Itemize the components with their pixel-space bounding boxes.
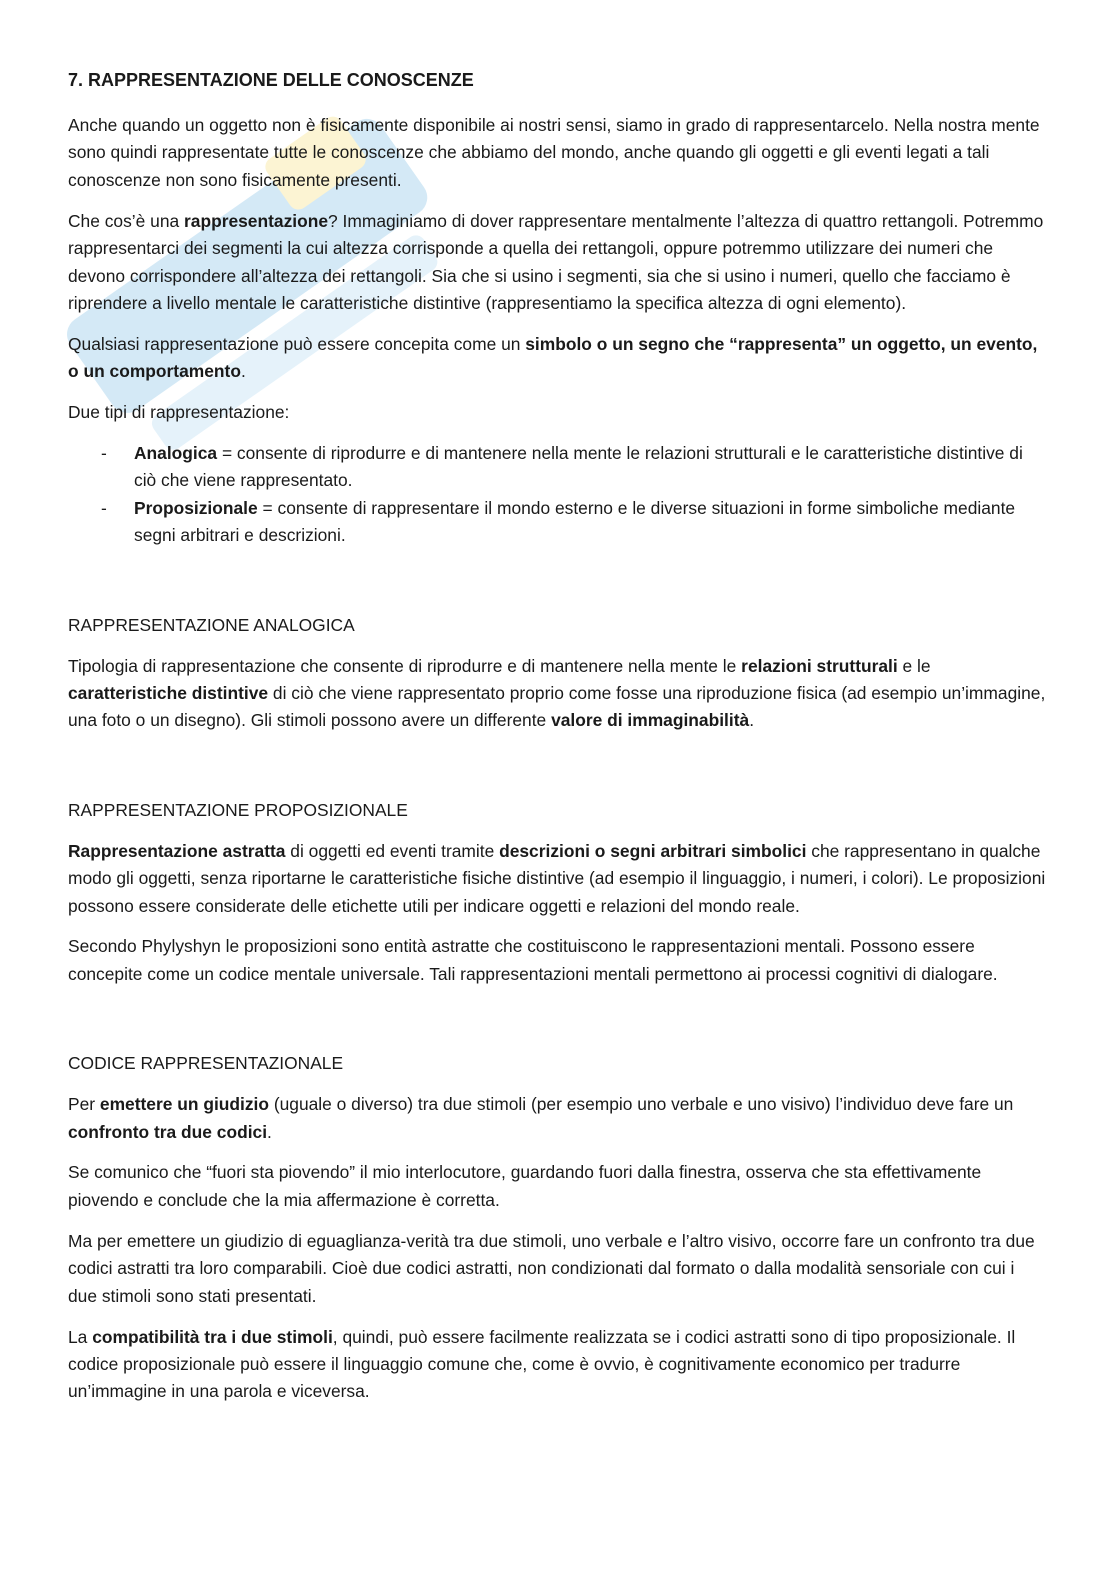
document-page xyxy=(68,66,1048,1419)
intro-paragraph-4: Due tipi di rappresentazione: xyxy=(68,402,290,423)
section-heading-proposizionale: RAPPRESENTAZIONE PROPOSIZIONALE xyxy=(68,799,408,820)
intro-paragraph-1: Anche quando un oggetto non è fisicamente disponibile ai nostri sensi, siamo in grado di rappresentarcelo. Nella nostra mente sono quindi rappresentate tutte le conoscenze che abbiamo del mondo, anche quando gli oggetti e gli eventi legati a tali conoscenze non sono fisicamente presenti. xyxy=(68,115,1040,190)
section-heading-analogica: RAPPRESENTAZIONE ANALOGICA xyxy=(68,614,355,635)
representation-types-list xyxy=(68,440,1048,550)
list-item-analogica: - Analogica = consente di riprodurre e di mantenere nella mente le relazioni strutturali e le caratteristiche distintive di ciò che viene rappresentato. xyxy=(101,443,1023,491)
proposizionale-paragraph-2: Secondo Phylyshyn le proposizioni sono entità astratte che costituiscono le rappresentazioni mentali. Possono essere concepite come un codice mentale universale. Tali rappresentazioni mentali permettono ai processi cognitivi di dialogare. xyxy=(68,936,998,984)
codice-paragraph-4: La compatibilità tra i due stimoli, quindi, può essere facilmente realizzata se i codici astratti sono di tipo proposizionale. Il codice proposizionale può essere il linguaggio comune che, come è ovvio, è cognitivamente economico per tradurre un’immagine in una parola e viceversa. xyxy=(68,1326,1016,1402)
section-heading-codice: CODICE RAPPRESENTAZIONALE xyxy=(68,1053,344,1074)
proposizionale-paragraph-1: Rappresentazione astratta di oggetti ed eventi tramite descrizioni o segni arbitrari simbolici che rappresentano in qualche modo gli oggetti, senza riportarne le caratteristiche fisiche distintive (ad esempio il linguaggio, i numeri, i colori). Le proposizioni possono essere considerate delle etichette utili per indicare oggetti e relazioni del mondo reale. xyxy=(68,840,1046,916)
page-title: 7. RAPPRESENTAZIONE DELLE CONOSCENZE xyxy=(68,70,474,90)
list-item-proposizionale: - Proposizionale = consente di rappresentare il mondo esterno e le diverse situazioni in forme simboliche mediante segni arbitrari e descrizioni. xyxy=(101,497,1016,546)
analogica-paragraph: Tipologia di rappresentazione che consente di riprodurre e di mantenere nella mente le relazioni strutturali e le caratteristiche distintive di ciò che viene rappresentato proprio come fosse una riproduzione fisica (ad esempio un’immagine, una foto o un disegno). Gli stimoli possono avere un differente valore di immaginabilità. xyxy=(68,655,1046,731)
codice-paragraph-3: Ma per emettere un giudizio di eguaglianza-verità tra due stimoli, uno verbale e l’altro visivo, occorre fare un confronto tra due codici astratti tra loro comparabili. Cioè due codici astratti, non condizionati dal formato o dalla modalità sensoriale con cui i due stimoli sono stati presentati. xyxy=(68,1230,1035,1306)
intro-paragraph-3: Qualsiasi rappresentazione può essere concepita come un simbolo o un segno che “rappresenta” un oggetto, un evento, o un comportamento. xyxy=(68,333,1038,382)
intro-paragraph-2: Che cos’è una rappresentazione? Immaginiamo di dover rappresentare mentalmente l’altezza di quattro rettangoli. Potremmo rappresentarci dei segmenti la cui altezza corrisponde a quella dei rettangoli, oppure potremmo utilizzare dei numeri che devono corrispondere all’altezza dei rettangoli. Sia che si usino i segmenti, sia che si usino i numeri, quello che facciamo è riprendere a livello mentale le caratteristiche distintive (rappresentiamo la specifica altezza di ogni elemento). xyxy=(68,210,1044,313)
codice-paragraph-2: Se comunico che “fuori sta piovendo” il mio interlocutore, guardando fuori dalla finestra, osserva che sta effettivamente piovendo e conclude che la mia affermazione è corretta. xyxy=(68,1162,982,1210)
codice-paragraph-1: Per emettere un giudizio (uguale o diverso) tra due stimoli (per esempio uno verbale e uno visivo) l’individuo deve fare un confronto tra due codici. xyxy=(68,1094,1014,1142)
